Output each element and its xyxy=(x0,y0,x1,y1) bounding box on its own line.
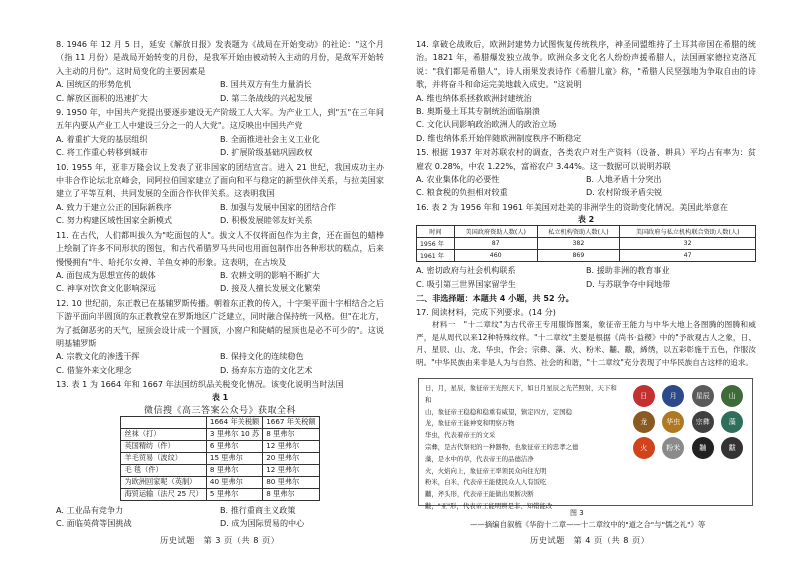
question-16 xyxy=(416,201,756,291)
fu-pattern-symbol-icon: 黻 xyxy=(721,437,743,459)
table-row xyxy=(121,488,319,500)
q16-option-b: B. 援助非洲的教育事业 xyxy=(586,265,670,276)
q9-option-c: C. 将工作重心转移到城市 xyxy=(56,147,148,158)
figure-line: 龙，象征帝王能神变和明察万物 xyxy=(425,419,515,428)
q16-option-d: D. 与苏联争夺中间地带 xyxy=(586,278,671,289)
table-cell: 丝袜（打） xyxy=(121,428,206,440)
table2-header: 私立机构资助人数(人) xyxy=(537,226,620,238)
q10-option-b: B. 加强与发展中国家的团结合作 xyxy=(220,201,336,212)
sun-symbol-icon: 日 xyxy=(633,385,655,407)
q11-option-d: D. 接及人擅长发展文化繁荣 xyxy=(220,283,321,294)
table-row xyxy=(121,428,319,440)
q8-option-a: A. 国统区的形势危机 xyxy=(56,79,132,90)
table1-header: 1664 年关税额 xyxy=(206,416,262,428)
table-cell: 海贸运输（法尺 25 尺） xyxy=(121,488,206,500)
table-cell: 3 里弗尔 10 苏 xyxy=(206,428,262,440)
table-cell: 1961 年 xyxy=(417,250,455,262)
q11-option-a: A. 面包成为思想宣传的载体 xyxy=(56,269,156,280)
q12-stem: 12. 10 世纪前，东正教已在基辅罗斯传播。朝着东正教的传入，十字架平面十字相结合之后下游平面向半圆顶的东正教教堂在罗斯地区广泛建立，同时融合保持统一风格。但"在北方，为了抵御恶劣的天气，屋顶会设计成一个圆顶，小窗户和陡峭的屋顶也是必不可少的"。这说明基辅罗斯 xyxy=(56,297,384,348)
q13-stem: 13. 表 1 为 1664 年和 1667 年法国纺织品关税变化情况。该变化说明当时法国 xyxy=(56,379,344,390)
q14-stem: 14. 拿破仑战败后，欧洲封建势力试图恢复传统秩序，神圣同盟维持了土耳其帝国在希腊的统治。1821 年，希腊爆发独立战争。欧洲众多文化名人纷纷声援希腊人，法国画家德拉克洛瓦说："我们都是希腊人"，诗人雨果发表诗作《希腊儿童》称，"希腊人民坚强地为争取自由的诗歌，并将奋斗和命运完美地载入成史。"这说明 xyxy=(416,39,756,90)
q12-option-a: A. 宗教文化的渗透干挥 xyxy=(56,351,140,362)
q9-option-a: A. 着重扩大党的基层组织 xyxy=(56,133,148,144)
figure-line: 山，象征帝王稳稳和稳重有威望，镇定四方，定国稳 xyxy=(425,407,572,416)
figure-line: 宗彝，是古代祭祀的一种器物，也象征帝王的忠孝之德 xyxy=(425,442,579,451)
q12-option-d: D. 扬弃东方造的文化艺术 xyxy=(220,364,313,375)
q10-option-a: A. 致力于建立公正的国际新秩序 xyxy=(56,201,172,212)
moon-symbol-icon: 月 xyxy=(662,385,684,407)
question-11 xyxy=(56,229,384,296)
figure-line: 日，月，星辰，象征帝王光照天下，如日月星辰之光芒照射，天下和和 xyxy=(425,384,617,404)
table-cell: 8 里弗尔 xyxy=(263,488,319,500)
q14-option-d: D. 维也纳体系开始伴随欧洲制度秩序不断稳定 xyxy=(416,132,582,143)
table-cell: 40 里弗尔 xyxy=(206,476,262,488)
q11-stem: 11. 在古代，人们都叫拔久为"吃面包的人"。拔文人不仅将面包作为主食，还在面包的蜡棒上绘制了许多不同形状的图包，和古代希腊罗马共同也用面包制作出各种形状的糕点，后来慢慢拥有"牛、哈托尔女神、羊鱼女神的形象。这表明，在古埃及 xyxy=(56,229,384,267)
table-cell: 12 里弗尔 xyxy=(263,464,319,476)
table-row xyxy=(121,476,319,488)
table2-header: 美国政府资助人数(人) xyxy=(454,226,537,238)
grain-symbol-icon: 粉米 xyxy=(662,437,684,459)
q13-option-c: C. 面临英荷等国挑战 xyxy=(56,517,132,528)
figure-line: 黻，"亚"形，代表帝王能明辨是非、知错能改 xyxy=(425,501,553,510)
table-2 xyxy=(416,225,756,262)
table-cell: 5 里弗尔 xyxy=(206,488,262,500)
q15-option-a: A. 农业集体化的必要性 xyxy=(416,174,500,185)
table-row xyxy=(121,464,319,476)
table2-header: 时间 xyxy=(417,226,455,238)
twelve-symbols-image xyxy=(629,383,747,501)
q16-stem: 16. 表 2 为 1956 年和 1961 年美国对赴美的非洲学生的资助变化情况。美国此举意在 xyxy=(416,201,728,212)
stars-symbol-icon: 星辰 xyxy=(692,385,714,407)
question-12 xyxy=(56,297,384,377)
left-page-footer: 历史试题 第 3 页（共 8 页） xyxy=(160,535,280,545)
material-1: 材料一 "十二章纹"为古代帝王专用服饰图案，象征帝王能力与中华大地上各图腾的图腾和威严，是从周代以来12种特殊纹样。"十二章纹"主要是根据《尚书·益稷》中的"予欲观古人之象，日、月、星辰、山、龙、华虫，作会；宗彝、藻、火、粉米、黼、黻，絺绣，以五彩彰施于五色，作服汝明。"中华民族由来非是人为与自然、社会的和谐，"十二章纹"充分表现了中华民族自古这样的追求。 xyxy=(416,319,756,367)
question-14 xyxy=(416,38,756,145)
figure-text-box xyxy=(425,383,621,513)
table-cell: 1956 年 xyxy=(417,238,455,250)
section-2-title: 二、非选择题：本题共 4 小题，共 52 分。 xyxy=(416,293,574,304)
fire-symbol-icon: 火 xyxy=(633,437,655,459)
q10-option-c: C. 努力构建区域性国家全新模式 xyxy=(56,215,173,226)
table-1 xyxy=(120,416,319,501)
q14-option-b: B. 奥斯曼土耳其专制统治面临崩溃 xyxy=(416,106,541,117)
figure-caption: 图 3 xyxy=(570,509,584,517)
question-15 xyxy=(416,146,756,200)
pheasant-symbol-icon: 华虫 xyxy=(662,411,684,433)
q14-option-c: C. 文化认同影响政治欧洲人的政治立场 xyxy=(416,119,557,130)
figure-line: 华虫，代表着帝王的文采 xyxy=(425,431,496,440)
q9-option-b: B. 全面推进社会主义工业化 xyxy=(220,133,320,144)
figure-line: 火，火焰向上，象征帝王率领民众向往光明 xyxy=(425,466,547,475)
table-cell: 32 xyxy=(620,238,756,250)
q15-option-c: C. 粮食税的负担相对较重 xyxy=(416,187,508,198)
figure-source: ——摘编自叙梳《华韵十二章——十二章纹中的"道之合"与"儒之礼"》等 xyxy=(470,520,706,529)
q8-stem: 8. 1946 年 12 月 5 日，延安《解放日报》发表题为《战局在开始变动》的社论："这个月（指 11 月份）是战局开始转变的月份，是我军开始由被动转入主动的月份，是敌军开始转入主动的月份"。这时局变化的主要因素是 xyxy=(56,39,384,76)
q11-option-b: B. 农耕文明的影响不断扩大 xyxy=(220,269,320,280)
question-10 xyxy=(56,161,384,228)
table-cell: 12 里弗尔 xyxy=(263,440,319,452)
table-row xyxy=(417,250,756,262)
q8-option-b: B. 国共双方有生力量消长 xyxy=(220,79,312,90)
table-cell: 8 里弗尔 xyxy=(206,464,262,476)
table-cell: 869 xyxy=(537,250,620,262)
ritual-vessel-symbol-icon: 宗彝 xyxy=(692,411,714,433)
q15-stem: 15. 根据 1937 年对苏联农村的调查，各类农户对生产资料（设备、耕具）平均占有率为：贫雇农 0.28%，中农 1.22%，富裕农户 3.44%。这一数据可以说明苏联 xyxy=(416,147,756,171)
q9-stem: 9. 1950 年，中国共产党提出要逐步建设无产阶级工人大军。为产业工人，到"五"在三年间五年内要从产业工人中建设三分之一的人大党"。这反映出中国共产党 xyxy=(56,107,384,131)
q10-option-d: D. 积极发展睦邻友好关系 xyxy=(220,215,313,226)
q8-option-d: D. 第二条战线的兴起发展 xyxy=(220,92,313,103)
table-cell: 87 xyxy=(454,238,537,250)
dragon-symbol-icon: 龙 xyxy=(633,411,655,433)
q12-option-c: C. 借鉴外来文化理念 xyxy=(56,364,132,375)
table-cell: 8 里弗尔 xyxy=(263,428,319,440)
table-cell: 47 xyxy=(620,250,756,262)
table-cell: 20 里弗尔 xyxy=(263,452,319,464)
q8-option-c: C. 解放区面积的迅速扩大 xyxy=(56,92,148,103)
table-row xyxy=(417,238,756,250)
figure-3 xyxy=(418,378,753,510)
figure-line: 粉米，白米，代表帝王能使民众人人有饭吃 xyxy=(425,478,547,487)
q9-option-d: D. 扩展阶级基础巩固政权 xyxy=(220,147,313,158)
q16-option-c: C. 吸引第三世界国家留学生 xyxy=(416,278,516,289)
watermark-text: 微信搜《高三答案公众号》获取全科 xyxy=(143,405,296,416)
q10-stem: 10. 1955 年，亚非万隆会议上发表了亚非国家的团结宣言。进入 21 世纪，我国成功主办中非合作论坛北京峰会，同阿拉伯国家建立了面向和平与稳定的新型伙伴关系，与拉美国家建立了平等互利、共同发展的全面合作伙伴关系。这表明我国 xyxy=(56,161,384,199)
question-8 xyxy=(56,38,384,105)
q14-option-a: A. 维也纳体系拯救欧洲封建统治 xyxy=(416,92,532,103)
table-cell: 80 里弗尔 xyxy=(263,476,319,488)
q11-option-c: C. 神享对饮食文化影响深远 xyxy=(56,283,156,294)
axe-symbol-icon: 黼 xyxy=(692,437,714,459)
q17-title: 17. 阅读材料，完成下列要求。(14 分) xyxy=(416,306,556,317)
q16-option-a: A. 密切政府与社会机构联系 xyxy=(416,265,516,276)
right-page-footer: 历史试题 第 4 页（共 8 页） xyxy=(530,535,650,545)
mountain-symbol-icon: 山 xyxy=(721,385,743,407)
table2-caption: 表 2 xyxy=(577,215,595,225)
q15-option-b: B. 人地矛盾十分突出 xyxy=(586,174,662,185)
q15-option-d: D. 农村阶级矛盾尖锐 xyxy=(586,187,663,198)
table-cell: 羊毛贸易（波纹） xyxy=(121,452,206,464)
table1-caption: 表 1 xyxy=(211,392,229,402)
q13-option-d: D. 成为国际贸易的中心 xyxy=(220,517,305,528)
q12-option-b: B. 保持文化的连续稳色 xyxy=(220,351,304,362)
table1-header: 1667 年关税额 xyxy=(263,416,319,428)
water-weed-symbol-icon: 藻 xyxy=(721,411,743,433)
table-row xyxy=(121,440,319,452)
table2-header: 美国政府与私立机构联合资助人数(人) xyxy=(620,226,756,238)
question-9 xyxy=(56,106,384,160)
table-cell: 英国精纺（件） xyxy=(121,440,206,452)
table-cell: 460 xyxy=(454,250,537,262)
table-cell: 6 里弗尔 xyxy=(206,440,262,452)
q13-option-a: A. 工业品有竞争力 xyxy=(56,504,124,515)
table-row xyxy=(121,452,319,464)
table-cell: 为欧洲回家呢（英制） xyxy=(121,476,206,488)
question-13 xyxy=(56,378,384,530)
q13-option-b: B. 推行重商主义政策 xyxy=(220,504,296,515)
table1-header xyxy=(121,416,206,428)
table-cell: 15 里弗尔 xyxy=(206,452,262,464)
table-cell: 毛 毯（件） xyxy=(121,464,206,476)
figure-line: 黼，斧头形，代表帝王能做出果断决断 xyxy=(425,490,534,499)
table-cell: 382 xyxy=(537,238,620,250)
figure-line: 藻，是水中的草，代表帝王的品德洁净 xyxy=(425,454,534,463)
